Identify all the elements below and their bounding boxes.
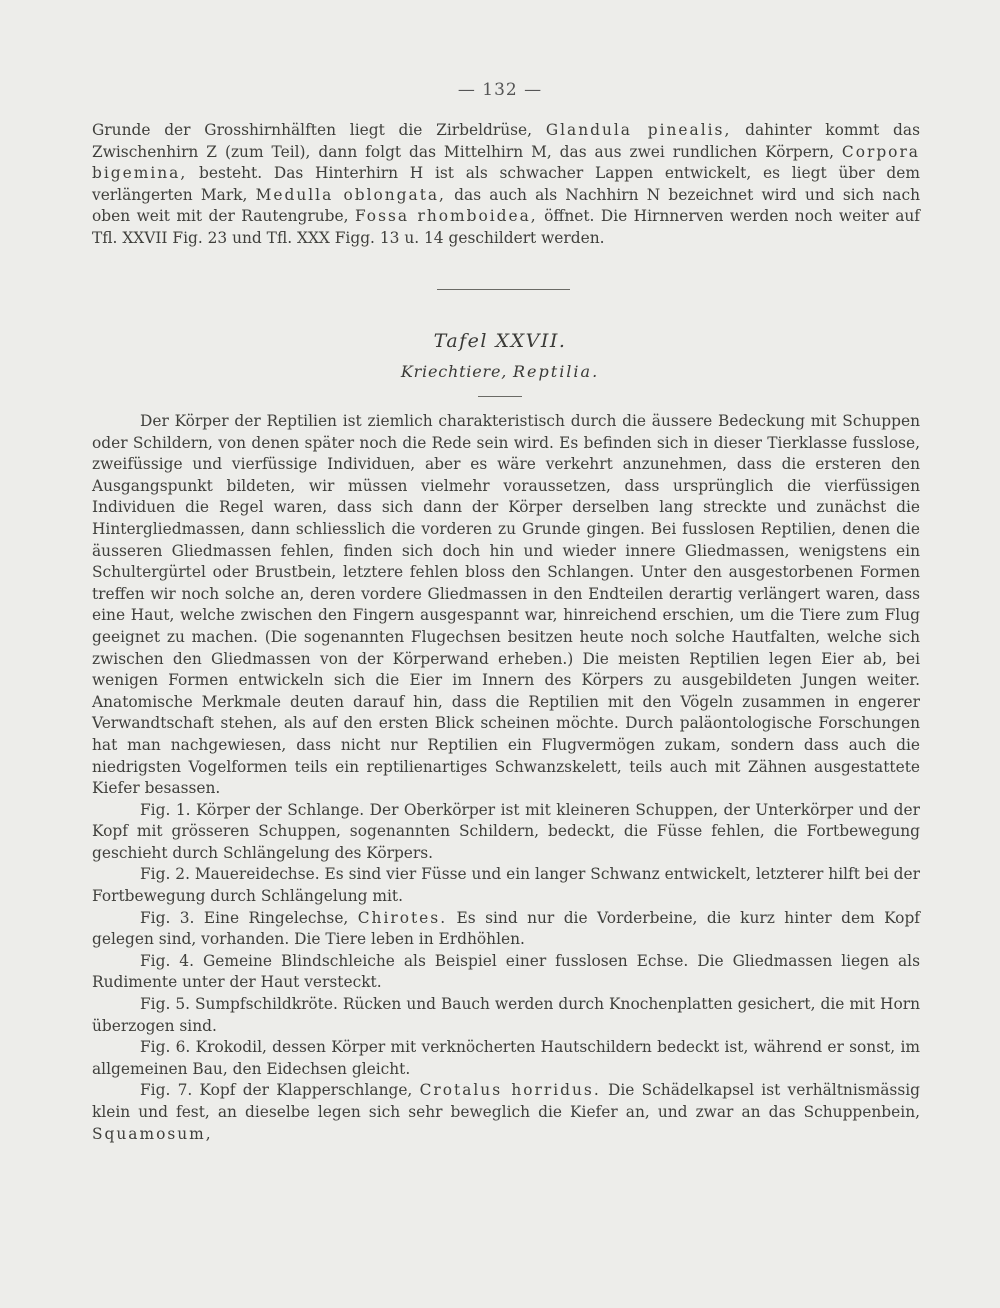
latin-term: Fossa rhomboidea,	[354, 207, 538, 226]
text-run: Fig. 7. Kopf der Klapperschlange,	[140, 1081, 413, 1100]
page-number: — 132 —	[457, 80, 543, 100]
figure-description-3	[92, 908, 920, 951]
title-divider	[478, 396, 522, 397]
text-run: öffnet. Die Hirnnerven werden noch weiter auf Tfl. XXVII Fig. 23 und Tfl. XXX Figg. 13 u. 14 geschildert werden.	[92, 207, 921, 247]
section-divider	[437, 289, 570, 290]
latin-term: Medulla oblongata,	[255, 185, 446, 204]
latin-term: Chirotes.	[357, 908, 448, 927]
figure-description-2: Fig. 2. Mauereidechse. Es sind vier Füsse und ein langer Schwanz entwickelt, letzterer hilft bei der Fortbewegung durch Schlängelung mit.	[92, 865, 920, 906]
continued-paragraph	[92, 120, 920, 250]
main-text	[92, 411, 920, 1145]
figure-description-6: Fig. 6. Krokodil, dessen Körper mit verknöcherten Hautschildern bedeckt ist, während er sonst, im allgemeinen Bau, den Eidechsen gleicht.	[92, 1038, 920, 1078]
latin-term: Squamosum,	[92, 1124, 213, 1143]
figure-description-5: Fig. 5. Sumpfschildkröte. Rücken und Bauch werden durch Knochenplatten gesichert, die mit Horn überzogen sind.	[92, 995, 920, 1035]
plate-subtitle-german: Kriechtiere,	[400, 362, 508, 381]
continued-paragraph-text	[92, 120, 920, 250]
text-run: Die Schädelkapsel ist verhältnismässig klein und fest, an dieselbe legen sich sehr beweglich die Kiefer an, und zwar an das Schuppenbein,	[92, 1081, 920, 1121]
text-run: das auch als Nachhirn N bezeichnet wird und sich nach oben weit mit der Rautengrube,	[92, 185, 920, 226]
text-run: Grunde der Grosshirnhälften liegt die Zirbeldrüse,	[92, 121, 533, 139]
plate-subtitle	[0, 362, 1000, 381]
plate-subtitle-latin: Reptilia.	[513, 362, 600, 381]
text-run: besteht. Das Hinterhirn H ist als schwacher Lappen entwickelt, es liegt über dem verlängerten Mark,	[92, 164, 920, 204]
figure-description-1: Fig. 1. Körper der Schlange. Der Oberkörper ist mit kleineren Schuppen, der Unterkörper und der Kopf mit grösseren Schuppen, sogenannten Schildern, bedeckt, die Füsse fehlen, die Fortbewegung geschieht durch Schlängelung des Körpers.	[92, 800, 920, 862]
intro-paragraph: Der Körper der Reptilien ist ziemlich charakteristisch durch die äussere Bedeckung mit Schuppen oder Schildern, von denen später noch die Rede sein wird. Es befinden sich in dieser Tierklasse fusslose, zweifüssige und vierfüssige Individuen, aber es wäre verkehrt anzunehmen, dass die ersteren den Ausgangspunkt bildeten, wir müssen vielmehr voraussetzen, dass ursprünglich die vierfüssigen Individuen die Regel waren, dass sich dann der Körper derselben lang streckte und zunächst die Hintergliedmassen, dann schliesslich die vorderen zu Grunde gingen. Bei fusslosen Reptilien, denen die äusseren Gliedmassen fehlen, finden sich doch hin und wieder innere Gliedmassen, wenigstens ein Schultergürtel oder Brustbein, letztere fehlen bloss den Schlangen. Unter den ausgestorbenen Formen treffen wir noch solche an, deren vordere Gliedmassen in den Endteilen derartig verlängert waren, dass eine Haut, welche zwischen den Fingern ausgespannt war, hinreichend erschien, um die Tiere zum Flug geeignet zu machen. (Die sogenannten Flugechsen besitzen heute noch solche Hautfalten, welche sich zwischen den Gliedmassen von der Körperwand erheben.) Die meisten Reptilien legen Eier ab, bei wenigen Formen entwickeln sich die Eier im Innern des Körpers zu ausgebildeten Jungen weiter. Anatomische Merkmale deuten darauf hin, dass die Reptilien mit den Vögeln zusammen in engerer Verwandtschaft stehen, als auf den ersten Blick scheinen möchte. Durch paläontologische Forschungen hat man nachgewiesen, dass nicht nur Reptilien ein Flugvermögen zukam, sondern dass auch die niedrigsten Vogelformen teils ein reptilienartiges Schwanzskelett, teils auch mit Zähnen ausgestattete Kiefer besassen.	[92, 412, 920, 798]
text-run: dahinter kommt das Zwischenhirn Z (zum Teil), dann folgt das Mittelhirn M, das aus zwei rundlichen Körpern,	[92, 121, 920, 161]
figure-description-4: Fig. 4. Gemeine Blindschleiche als Beispiel einer fusslosen Echse. Die Gliedmassen liegen als Rudimente unter der Haut versteckt.	[92, 951, 920, 992]
latin-term: Crotalus horridus.	[419, 1081, 601, 1100]
latin-term: Glandula pinealis,	[545, 121, 732, 139]
text-run: Es sind nur die Vorderbeine, die kurz hinter dem Kopf gelegen sind, vorhanden. Die Tiere leben in Erdhöhlen.	[92, 908, 920, 949]
latin-term: Corpora bigemina,	[92, 142, 920, 183]
plate-title: Tafel XXVII.	[433, 330, 567, 352]
text-run: Fig. 3. Eine Ringelechse,	[140, 908, 349, 927]
figure-description-7	[92, 1080, 920, 1145]
